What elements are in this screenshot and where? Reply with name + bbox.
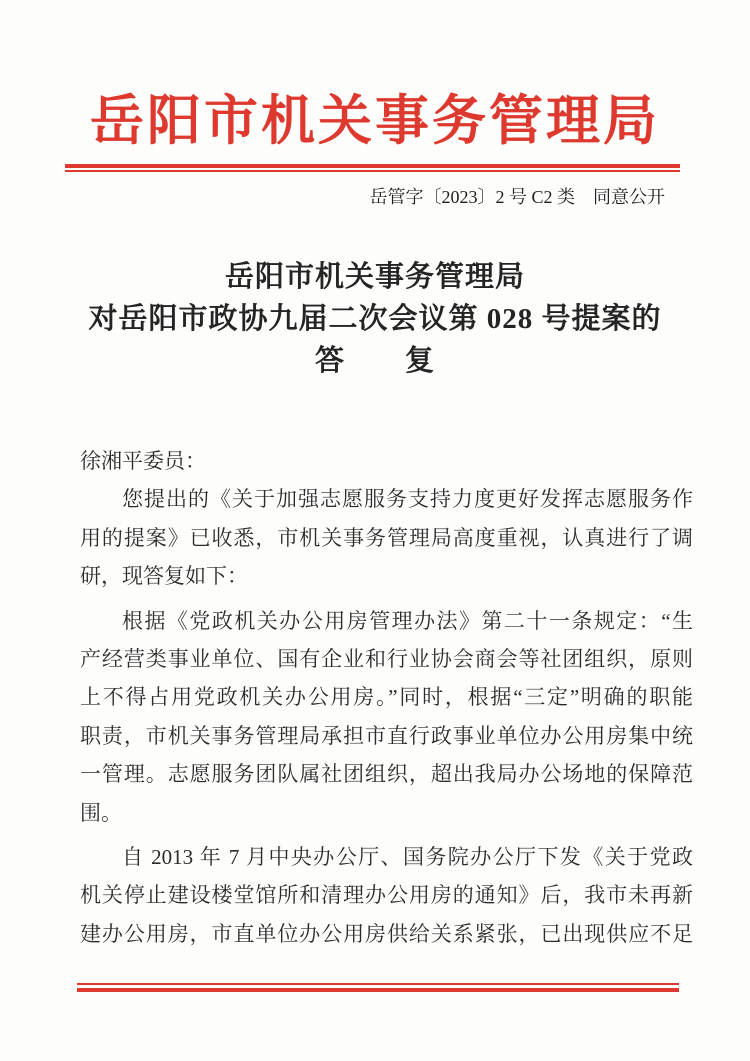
text-line: 建办公用房，市直单位办公用房供给关系紧张，已出现供应不足: [80, 921, 693, 946]
document-title-line-3: 答 复: [314, 345, 435, 377]
text-line: 用的提案》已收悉，市机关事务管理局高度重视，认真进行了调: [80, 525, 693, 550]
text-line: 围。: [80, 800, 122, 825]
document-title-line-2: 对岳阳市政协九届二次会议第 028 号提案的: [88, 303, 662, 335]
text-line: 研，现答复如下：: [80, 564, 248, 589]
masthead-divider-line: [65, 164, 680, 172]
text-line: 机关停止建设楼堂馆所和清理办公用房的通知》后，我市未再新: [80, 883, 693, 908]
salutation: 徐湘平委员：: [80, 449, 206, 473]
document-body: [80, 442, 693, 959]
document-title: [0, 256, 750, 382]
text-line: 职责，市机关事务管理局承担市直行政事业单位办公用房集中统: [80, 723, 693, 748]
document-reference-number: 岳管字〔2023〕2 号 C2 类 同意公开: [369, 187, 665, 207]
text-line: 产经营类事业单位、国有企业和行业协会商会等社团组织，原则: [80, 647, 693, 672]
text-line: 一管理。志愿服务团队属社团组织，超出我局办公场地的保障范: [80, 762, 693, 787]
text-line: 根据《党政机关办公用房管理办法》第二十一条规定：“生: [122, 608, 693, 633]
paragraph: [80, 480, 693, 595]
text-line: 上不得占用党政机关办公用房。”同时，根据“三定”明确的职能: [80, 685, 693, 710]
text-line: 自 2013 年 7 月中央办公厅、国务院办公厅下发《关于党政: [122, 845, 693, 870]
paragraph: [80, 838, 693, 953]
footer-divider-line: [77, 983, 679, 992]
document-title-line-1: 岳阳市机关事务管理局: [224, 261, 525, 293]
agency-name-header: 岳阳市机关事务管理局: [90, 91, 660, 151]
paragraph: [80, 602, 693, 832]
text-line: 您提出的《关于加强志愿服务支持力度更好发挥志愿服务作: [122, 487, 693, 512]
